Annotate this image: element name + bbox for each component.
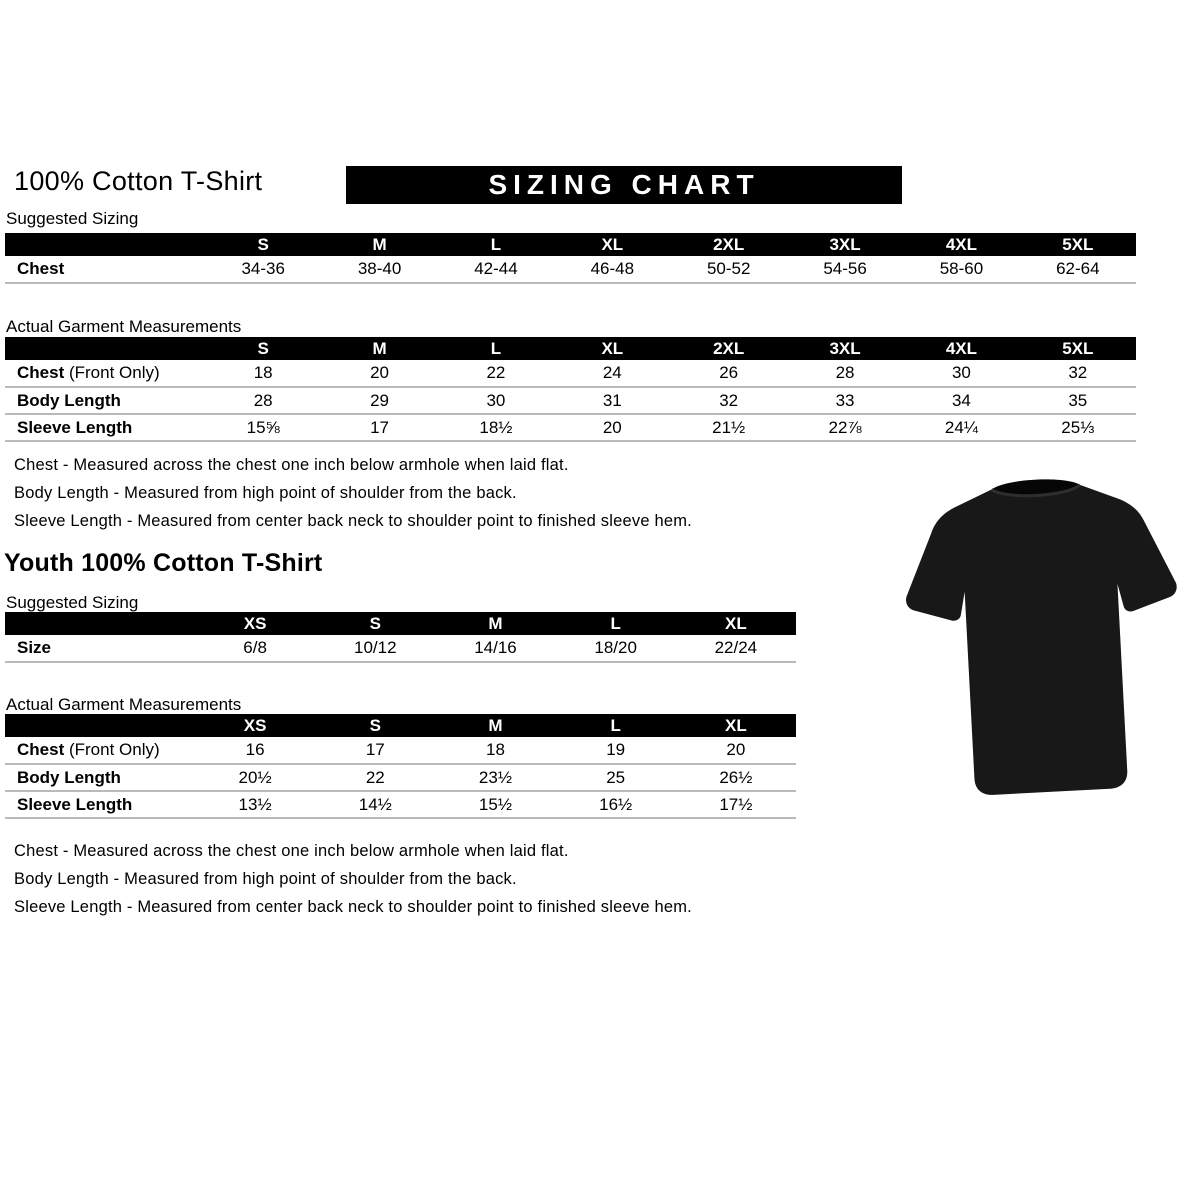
measurement-value-cell: 46-48 (590, 259, 635, 278)
size-column-header: 3XL (787, 337, 903, 360)
measurement-value-cell: 17½ (719, 794, 753, 814)
measurement-value-cell: 22⅞ (828, 417, 862, 437)
measurement-value-cell: 17 (370, 417, 390, 437)
note-chest: Chest - Measured across the chest one inch below armhole when laid flat. (14, 842, 569, 860)
measurement-value-cell: 15½ (478, 794, 513, 814)
measurement-value-cell: 20 (602, 417, 622, 437)
measurement-value-cell: 20 (370, 363, 390, 382)
size-column-header: S (315, 612, 435, 635)
measurement-value-cell: 22 (486, 363, 506, 382)
header-corner-cell (5, 714, 195, 737)
measurement-row (5, 737, 796, 764)
measurement-value-cell: 18 (253, 363, 273, 382)
measurement-value-cell: 16 (245, 740, 265, 759)
measurement-value-cell: 31 (602, 390, 622, 410)
tshirt-product-image (893, 466, 1195, 822)
measurement-row (5, 764, 796, 791)
measurement-value-cell: 17 (365, 740, 385, 759)
youth-suggested-sizing-label: Suggested Sizing (6, 593, 139, 612)
measurement-value-cell: 14½ (358, 794, 392, 814)
measurement-value-cell: 14/16 (474, 638, 517, 657)
note-body-length: Body Length - Measured from high point of shoulder from the back. (14, 870, 517, 888)
measurement-value-cell: 54-56 (823, 259, 867, 278)
size-column-header: M (321, 233, 437, 256)
size-column-header: M (435, 714, 555, 737)
measurement-value-cell: 20½ (238, 767, 272, 787)
measurement-value-cell: 20 (726, 740, 746, 759)
measurement-value-cell: 34 (951, 390, 971, 410)
size-column-header: 3XL (787, 233, 903, 256)
measurement-value-cell: 33 (835, 390, 855, 410)
measurement-value-cell: 25 (606, 767, 626, 787)
measurement-value-cell: 42-44 (474, 259, 518, 278)
youth-actual-measurements-label: Actual Garment Measurements (6, 695, 242, 714)
measurement-row-label: Size (17, 638, 52, 657)
measurement-row-label: Body Length (17, 767, 121, 787)
measurement-row-label: Body Length (17, 390, 121, 410)
size-column-header: XL (676, 612, 796, 635)
measurement-value-cell: 26½ (719, 767, 753, 787)
sizing-chart-banner: SIZING CHART (346, 166, 902, 204)
measurement-value-cell: 58-60 (939, 259, 984, 278)
measurement-row (5, 635, 796, 662)
size-column-header: M (435, 612, 555, 635)
adult-measurement-notes (14, 456, 834, 540)
size-column-header: XL (554, 337, 670, 360)
measurement-value-cell: 22/24 (714, 638, 758, 657)
measurement-value-cell: 18 (486, 740, 505, 759)
size-column-header: L (438, 233, 554, 256)
size-header-row (5, 233, 1136, 256)
measurement-value-cell: 18/20 (594, 638, 637, 657)
size-column-header: L (556, 714, 676, 737)
youth-measurement-notes (14, 842, 834, 926)
note-chest: Chest - Measured across the chest one inch below armhole when laid flat. (14, 456, 569, 474)
measurement-row (5, 360, 1136, 387)
measurement-row-label: Chest (17, 259, 65, 278)
youth-section-title: Youth 100% Cotton T-Shirt (4, 549, 323, 577)
measurement-row (5, 791, 796, 818)
measurement-value-cell: 22 (365, 767, 385, 787)
youth-actual-measurements-table (5, 714, 796, 819)
measurement-value-cell: 25⅓ (1061, 417, 1095, 437)
measurement-value-cell: 15⅝ (246, 417, 280, 437)
measurement-row-label: Chest (Front Only) (17, 740, 160, 759)
size-column-header: XS (195, 612, 315, 635)
measurement-value-cell: 16½ (599, 794, 633, 814)
size-column-header: 4XL (903, 233, 1019, 256)
adult-actual-measurements-label: Actual Garment Measurements (6, 317, 242, 336)
size-column-header: 4XL (903, 337, 1019, 360)
header-corner-cell (5, 337, 205, 360)
header-corner-cell (5, 233, 205, 256)
measurement-value-cell: 26 (719, 363, 739, 382)
size-column-header: M (321, 337, 437, 360)
header-corner-cell (5, 612, 195, 635)
measurement-value-cell: 21½ (712, 417, 746, 437)
adult-section-title: 100% Cotton T-Shirt (14, 166, 263, 196)
measurement-value-cell: 28 (835, 363, 855, 382)
size-column-header: 2XL (671, 337, 787, 360)
measurement-value-cell: 28 (253, 390, 273, 410)
measurement-value-cell: 23½ (478, 767, 513, 787)
size-header-row (5, 612, 796, 635)
measurement-value-cell: 10/12 (354, 638, 397, 657)
measurement-value-cell: 50-52 (706, 259, 751, 278)
measurement-value-cell: 35 (1068, 390, 1088, 410)
note-sleeve-length: Sleeve Length - Measured from center back neck to shoulder point to finished sleeve hem. (14, 512, 692, 530)
measurement-value-cell: 18½ (479, 417, 513, 437)
measurement-row-label: Chest (Front Only) (17, 363, 160, 382)
size-column-header: S (205, 233, 321, 256)
measurement-row (5, 414, 1136, 441)
size-column-header: 5XL (1020, 233, 1136, 256)
measurement-value-cell: 19 (606, 740, 626, 759)
measurement-value-cell: 32 (719, 390, 739, 410)
size-column-header: S (205, 337, 321, 360)
adult-suggested-sizing-label: Suggested Sizing (6, 209, 139, 228)
measurement-value-cell: 30 (951, 363, 971, 382)
measurement-value-cell: 24 (602, 363, 622, 382)
size-column-header: XL (554, 233, 670, 256)
adult-suggested-sizing-table (5, 233, 1136, 284)
measurement-value-cell: 30 (486, 390, 506, 410)
size-column-header: S (315, 714, 435, 737)
adult-actual-measurements-table (5, 337, 1136, 442)
size-column-header: L (438, 337, 554, 360)
measurement-value-cell: 29 (370, 390, 390, 410)
size-header-row (5, 337, 1136, 360)
black-tshirt-graphic (893, 466, 1195, 822)
note-sleeve-length: Sleeve Length - Measured from center back neck to shoulder point to finished sleeve hem. (14, 898, 692, 916)
measurement-row (5, 387, 1136, 414)
measurement-row-label: Sleeve Length (17, 794, 133, 814)
measurement-value-cell: 38-40 (357, 259, 402, 278)
measurement-value-cell: 34-36 (241, 259, 285, 278)
size-header-row (5, 714, 796, 737)
measurement-row-label: Sleeve Length (17, 417, 133, 437)
size-column-header: 5XL (1020, 337, 1136, 360)
measurement-value-cell: 24¼ (944, 417, 978, 437)
measurement-value-cell: 13½ (238, 794, 272, 814)
size-column-header: XS (195, 714, 315, 737)
size-column-header: 2XL (671, 233, 787, 256)
measurement-value-cell: 32 (1068, 363, 1088, 382)
size-column-header: XL (676, 714, 796, 737)
size-column-header: L (556, 612, 676, 635)
measurement-value-cell: 6/8 (243, 638, 267, 657)
measurement-value-cell: 62-64 (1056, 259, 1100, 278)
youth-suggested-sizing-table (5, 612, 796, 663)
note-body-length: Body Length - Measured from high point of shoulder from the back. (14, 484, 517, 502)
tshirt-body-shape (900, 480, 1187, 799)
measurement-row (5, 256, 1136, 283)
